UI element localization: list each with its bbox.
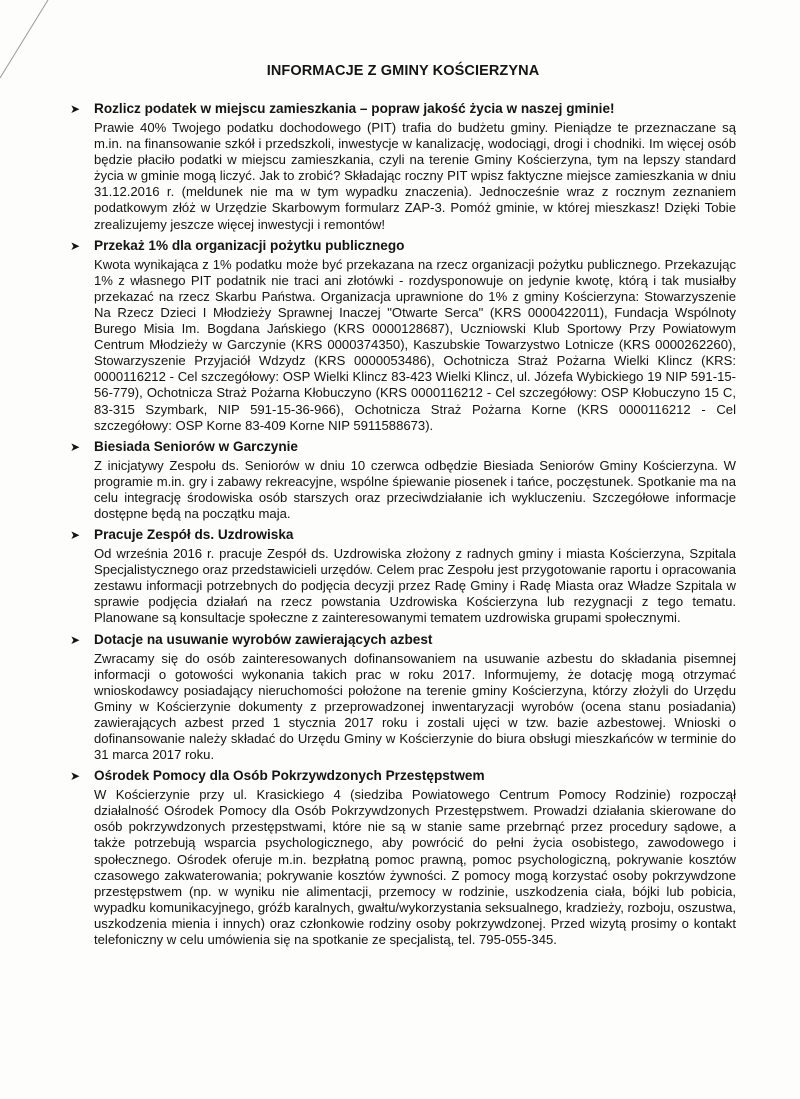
section-heading <box>70 527 736 542</box>
scan-corner-line <box>0 0 60 90</box>
section-heading-text: Rozlicz podatek w miejscu zamieszkania – popraw jakość życia w naszej gminie! <box>94 101 615 116</box>
section-heading <box>70 632 736 647</box>
arrow-bullet-icon: ➤ <box>70 769 81 784</box>
arrow-bullet-icon: ➤ <box>70 632 81 647</box>
section-seniors <box>70 439 736 522</box>
arrow-bullet-icon: ➤ <box>70 102 81 116</box>
section-heading-text: Dotacje na usuwanie wyrobów zawierających azbest <box>94 631 433 647</box>
section-heading <box>70 238 736 253</box>
section-body: Od września 2016 r. pracuje Zespół ds. Uzdrowiska złożony z radnych gminy i miasta Kościerzyna, Szpitala Specjalistycznego oraz przedstawicieli urzędów. Celem prac Zespołu jest przygotowanie raportu i opracowania zestawu informacji potrzebnych do podjęcia decyzji przez Radę Gminy i Radę Miasta oraz Władze Szpitala w sprawie podjęcia działań na rzecz powstania Uzdrowiska Kościerzyna lub rezygnacji z tego tematu. Planowane są konsultacje społeczne z zainteresowanymi tematem uzdrowiska grupami społecznymi. <box>94 546 736 626</box>
section-body: Zwracamy się do osób zainteresowanych dofinansowaniem na usuwanie azbestu do składania pisemnej informacji o gotowości wykonania takich prac w roku 2017. Informujemy, że dotację mogą otrzymać wnioskodawcy posiadający nieruchomości położone na terenie gminy Kościerzyna, którzy złożyli do Urzędu Gminy w Kościerzynie dokumenty z przeprowadzonej inwentaryzacji wyrobów (ocena stanu posiadania) zawierających azbest przed 1 stycznia 2017 roku i zostali ujęci w tzw. bazie azbestowej. Wnioski o dofinansowanie należy składać do Urzędu Gminy w Kościerzynie do biura obsługi mieszkańców w terminie do 31 marca 2017 roku. <box>94 650 736 763</box>
section-body: Prawie 40% Twojego podatku dochodowego (PIT) trafia do budżetu gminy. Pieniądze te przeznaczane są m.in. na finansowanie szkół i przedszkoli, inwestycje w kanalizację, wodociągi, drogi i chodniki. Im więcej osób będzie płaciło podatki w miejscu zamieszkania, czyli na terenie Gminy Kościerzyna, tym na lepszy standard życia w gminie mogą liczyć. Jak to zrobić? Składając roczny PIT wpisz faktyczne miejsce zamieszkania w dniu 31.12.2016 r. (meldunek nie ma w tym wypadku znaczenia). Jednocześnie wraz z rocznym zeznaniem podatkowym złóż w Urzędzie Skarbowym formularz ZAP-3. Pomóż gminie, w której mieszkasz! Dzięki Tobie zrealizujemy jeszcze więcej inwestycji i remontów! <box>94 120 736 232</box>
section-heading-text: Biesiada Seniorów w Garczynie <box>94 438 298 454</box>
section-body: Kwota wynikająca z 1% podatku może być przekazana na rzecz organizacji pożytku publicznego. Przekazując 1% z własnego PIT podatnik nie traci ani złotówki - rozdysponowuje on jedynie kwotę, którą i tak musiałby przekazać na rzecz Skarbu Państwa. Organizacja uprawnione do 1% z gminy Kościerzyna: Stowarzyszenie Na Rzecz Dzieci I Młodzieży Sprawnej Inaczej "Otwarte Serca" (KRS 0000422011), Fundacja Wspólnoty Burego Misia Im. Bogdana Jańskiego (KRS 0000128687), Uczniowski Klub Sportowy Przy Powiatowym Centrum Młodzieży w Garczynie (KRS 0000374350), Kaszubskie Towarzystwo Lotnicze (KRS 0000262260), Stowarzyszenie Przyjaciół Wdzydz (KRS 0000053486), Ochotnicza Straż Pożarna Wielki Klincz (KRS: 0000116212 - Cel szczegółowy: OSP Wielki Klincz 83-423 Wielki Klincz, ul. Józefa Wybickiego 19 NIP 591-15-56-779), Ochotnicza Straż Pożarna Kłobuczyno (KRS 0000116212 - Cel szczegółowy: OSP Kłobuczyno 15 C, 83-315 Szymbark, NIP 591-15-36-966), Ochotnicza Straż Pożarna Korne (KRS 0000116212 - Cel szczegółowy: OSP Korne 83-409 Korne NIP 5911588673). <box>94 256 736 433</box>
section-victim-support <box>70 768 736 948</box>
section-spa-team <box>70 527 736 626</box>
document-title: INFORMACJE Z GMINY KOŚCIERZYNA <box>266 63 540 79</box>
arrow-bullet-icon: ➤ <box>70 439 81 454</box>
section-pit <box>70 101 736 233</box>
section-heading-text: Przekaż 1% dla organizacji pożytku publicznego <box>94 237 405 253</box>
section-asbestos <box>70 632 736 764</box>
section-heading <box>70 439 736 454</box>
section-heading <box>70 101 736 116</box>
section-heading <box>70 768 736 783</box>
section-body: Z inicjatywy Zespołu ds. Seniorów w dniu 10 czerwca odbędzie Biesiada Seniorów Gminy Kościerzyna. W programie m.in. gry i zabawy rekreacyjne, wspólne śpiewanie piosenek i tańce, poczęstunek. Spotkanie ma na celu integrację środowiska osób starszych oraz przeciwdziałanie ich wykluczeniu. Szczegółowe informacje dostępne będą na początku maja. <box>94 457 736 521</box>
section-heading-text: Ośrodek Pomocy dla Osób Pokrzywdzonych Przestępstwem <box>94 768 485 784</box>
arrow-bullet-icon: ➤ <box>70 528 81 543</box>
document-page <box>70 63 736 953</box>
arrow-bullet-icon: ➤ <box>70 238 81 253</box>
section-heading-text: Pracuje Zespół ds. Uzdrowiska <box>94 527 294 543</box>
section-body: W Kościerzynie przy ul. Krasickiego 4 (siedziba Powiatowego Centrum Pomocy Rodzinie) rozpoczął działalność Ośrodek Pomocy dla Osób Pokrzywdzonych Przestępstwem. Prowadzi działania skierowane do osób pokrzywdzonych przestępstwami, które nie są w stanie same przebrnąć przez procedury sądowe, a także potrzebują wsparcia psychologicznego, aby powrócić do pełni życia osobistego, zawodowego i społecznego. Ośrodek oferuje m.in. bezpłatną pomoc prawną, pomoc psychologiczną, pokrywanie kosztów czasowego zakwaterowania; pokrywanie kosztów żywności. Z pomocy mogą korzystać osoby pokrzywdzone przestępstwem (np. w wyniku nie alimentacji, przemocy w rodzinie, uszkodzenia ciała, bójki lub pobicia, wypadku komunikacyjnego, gróźb karalnych, gwałtu/wykorzystania seksualnego, kradzieży, rozboju, oszustwa, uszkodzenia mienia i innych) oraz członkowie rodziny osoby pokrzywdzonej. Przed wizytą prosimy o kontakt telefoniczny w celu umówienia się na spotkanie ze specjalistą, tel. 795-055-345. <box>94 787 736 948</box>
section-one-percent <box>70 238 736 434</box>
